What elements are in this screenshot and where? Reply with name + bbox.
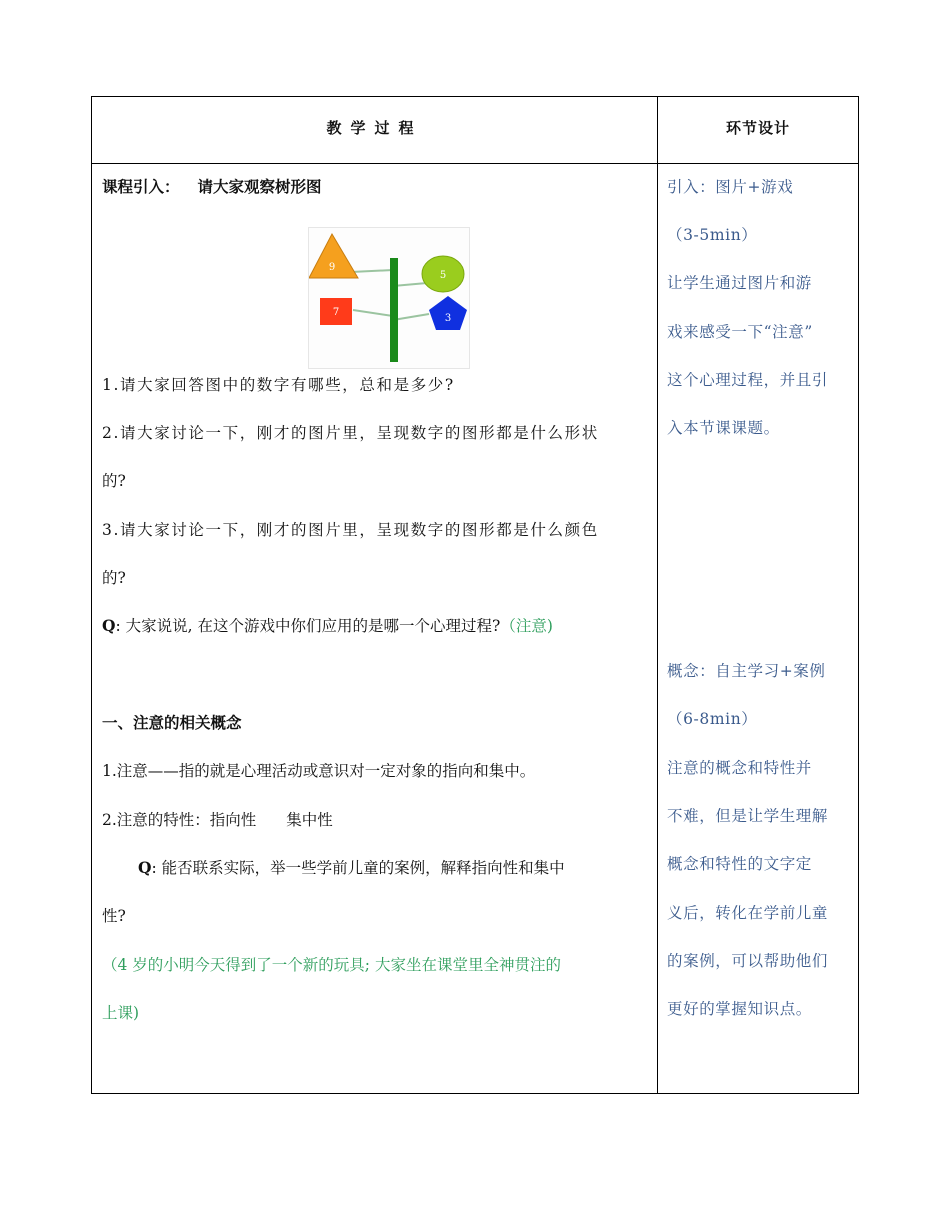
design-concept-time: （6-8min） bbox=[667, 710, 758, 728]
concept-properties bbox=[102, 808, 333, 832]
branch-square bbox=[353, 310, 393, 316]
design-intro-desc-2: 戏来感受一下“注意” bbox=[667, 323, 813, 341]
concept-q-text: : 能否联系实际，举一些学前儿童的案例，解释指向性和集中 bbox=[151, 859, 565, 877]
design-concept-desc-4: 义后，转化在学前儿童 bbox=[667, 904, 829, 922]
design-concept-desc-6: 更好的掌握知识点。 bbox=[667, 1000, 812, 1018]
design-intro-time: （3-5min） bbox=[667, 226, 758, 244]
concept-example-b: 上课) bbox=[102, 1004, 140, 1022]
branch-pentagon bbox=[393, 314, 429, 320]
header-teaching-process: 教学过程 bbox=[326, 119, 423, 137]
intro-question-1: 1.请大家回答图中的数字有哪些，总和是多少? bbox=[102, 376, 455, 394]
concept-question-a bbox=[138, 856, 565, 880]
branch-triangle bbox=[351, 270, 393, 272]
design-concept-desc-3: 概念和特性的文字定 bbox=[667, 855, 812, 873]
design-intro-desc-3: 这个心理过程，并且引 bbox=[667, 371, 829, 389]
concept-example-a: （4 岁的小明今天得到了一个新的玩具; 大家坐在课堂里全神贯注的 bbox=[102, 956, 561, 974]
tree-diagram-figure bbox=[308, 227, 470, 369]
intro-heading bbox=[102, 175, 322, 199]
triangle-label: 9 bbox=[328, 262, 336, 273]
intro-question-3a: 3.请大家讨论一下，刚才的图片里，呈现数字的图形都是什么颜色 bbox=[102, 521, 599, 539]
table-header-row bbox=[92, 97, 858, 164]
design-intro-desc-4: 入本节课课题。 bbox=[667, 419, 780, 437]
concept-q-prefix: Q bbox=[138, 858, 152, 877]
design-intro-desc-1: 让学生通过图片和游 bbox=[667, 274, 812, 292]
q-prefix: Q bbox=[102, 616, 116, 635]
pentagon-label: 3 bbox=[444, 313, 452, 324]
intro-question-3b: 的? bbox=[102, 569, 126, 587]
q-text: : 大家说说, 在这个游戏中你们应用的是哪一个心理过程? bbox=[115, 617, 501, 635]
square-label: 7 bbox=[332, 307, 340, 318]
tree-diagram bbox=[309, 228, 469, 368]
lesson-table bbox=[91, 96, 859, 1094]
intro-heading-label: 课程引入： bbox=[102, 177, 180, 196]
design-concept-desc-5: 的案例，可以帮助他们 bbox=[667, 952, 829, 970]
intro-question-2a: 2.请大家讨论一下，刚才的图片里，呈现数字的图形都是什么形状 bbox=[102, 424, 599, 442]
intro-question-2b: 的? bbox=[102, 472, 126, 490]
concept-heading: 一、注意的相关概念 bbox=[102, 713, 242, 732]
design-concept-desc-1: 注意的概念和特性并 bbox=[667, 759, 812, 777]
intro-question-q bbox=[102, 614, 553, 638]
design-concept-title: 概念：自主学习+案例 bbox=[667, 662, 826, 680]
properties-value: 集中性 bbox=[286, 811, 333, 829]
column-divider bbox=[657, 97, 658, 1093]
design-intro-title: 引入：图片+游戏 bbox=[667, 178, 794, 196]
properties-label: 2.注意的特性：指向性 bbox=[102, 811, 257, 829]
intro-heading-text: 请大家观察树形图 bbox=[197, 177, 322, 196]
header-section-design: 环节设计 bbox=[725, 119, 790, 137]
branch-circle bbox=[393, 283, 427, 286]
concept-definition: 1.注意——指的就是心理活动或意识对一定对象的指向和集中。 bbox=[102, 762, 536, 780]
tree-trunk bbox=[390, 258, 398, 362]
q-answer: （注意) bbox=[500, 617, 553, 635]
design-concept-desc-2: 不难，但是让学生理解 bbox=[667, 807, 829, 825]
concept-question-b: 性? bbox=[102, 907, 126, 925]
circle-label: 5 bbox=[439, 270, 447, 281]
